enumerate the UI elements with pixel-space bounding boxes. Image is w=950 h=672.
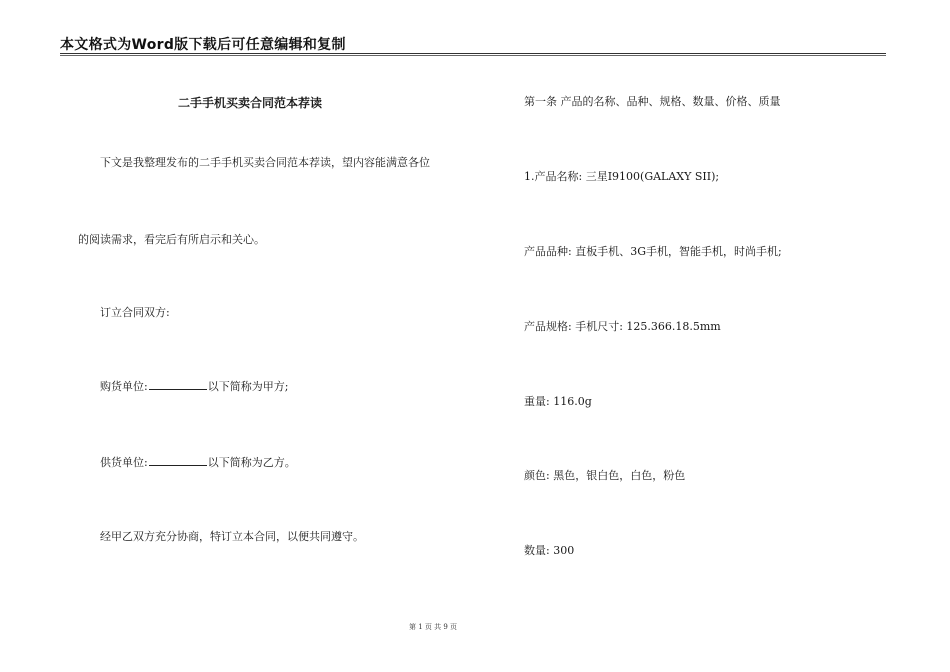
product-spec: 产品规格: 手机尺寸: 125.366.18.5mm bbox=[524, 320, 721, 333]
product-type: 产品品种: 直板手机、3G手机，智能手机，时尚手机; bbox=[524, 245, 782, 258]
product-weight: 重量: 116.0g bbox=[524, 395, 592, 408]
clause-1-heading: 第一条 产品的名称、品种、规格、数量、价格、质量 bbox=[524, 95, 781, 108]
agreement-statement: 经甲乙双方充分协商，特订立本合同，以便共同遵守。 bbox=[100, 530, 364, 543]
intro-paragraph-line-1: 下文是我整理发布的二手手机买卖合同范本荐读，望内容能满意各位 bbox=[100, 156, 430, 169]
seller-line bbox=[100, 454, 296, 470]
document-title: 二手手机买卖合同范本荐读 bbox=[178, 96, 323, 110]
product-name: 1.产品名称: 三星I9100(GALAXY SII); bbox=[524, 170, 720, 183]
buyer-line bbox=[100, 378, 288, 394]
seller-blank-field bbox=[149, 455, 207, 466]
header-divider-secondary bbox=[60, 55, 886, 56]
page-number-footer: 第 1 页 共 9 页 bbox=[408, 623, 458, 631]
buyer-suffix: 以下简称为甲方; bbox=[207, 380, 289, 393]
header-divider bbox=[60, 53, 886, 54]
buyer-label: 购货单位: bbox=[100, 380, 148, 393]
buyer-blank-field bbox=[149, 379, 207, 390]
document-header-banner: 本文格式为Word版下载后可任意编辑和复制 bbox=[60, 37, 346, 53]
intro-paragraph-line-2: 的阅读需求，看完后有所启示和关心。 bbox=[78, 233, 265, 246]
seller-suffix: 以下简称为乙方。 bbox=[207, 456, 296, 469]
contract-parties-heading: 订立合同双方: bbox=[100, 306, 170, 319]
seller-label: 供货单位: bbox=[100, 456, 148, 469]
product-quantity: 数量: 300 bbox=[524, 544, 575, 557]
product-colors: 颜色: 黑色，银白色，白色，粉色 bbox=[524, 469, 686, 482]
